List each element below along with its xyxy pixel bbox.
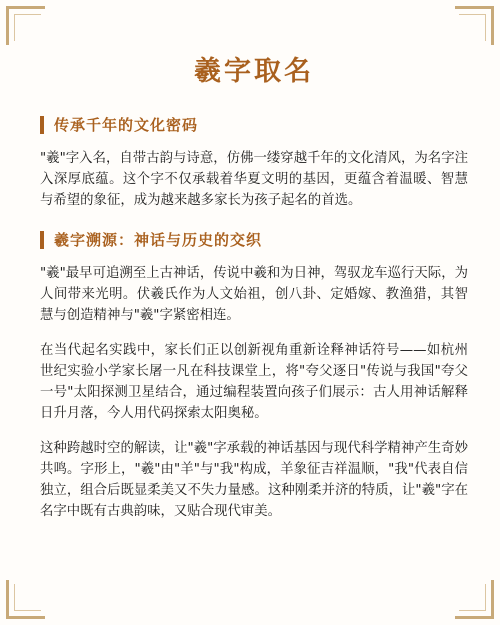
section-accent-bar: [40, 116, 44, 134]
section-heading-2: [40, 229, 468, 251]
frame-inner-corner-bottom-right: [459, 584, 486, 611]
page-title: 羲字取名: [194, 56, 314, 87]
article: [40, 52, 468, 536]
frame-inner-corner-top-right: [459, 14, 486, 41]
frame-inner-corner-bottom-left: [14, 584, 41, 611]
paragraph-interpretation: 这种跨越时空的解读，让"羲"字承载的神话基因与现代科学精神产生奇妙共鸣。字形上，"羲"由"羊"与"我"构成，羊象征吉祥温顺，"我"代表自信独立，组合后既显柔美又不失力量感。这种刚柔并济的特质，让"羲"字在名字中既有古典韵味，又贴合现代审美。: [40, 441, 468, 519]
section-accent-bar: [40, 231, 44, 249]
paragraph-modern-practice: 在当代起名实践中，家长们正以创新视角重新诠释神话符号——如杭州世纪实验小学家长屠一凡在科技课堂上，将"夸父逐日"传说与我国"夸父一号"太阳探测卫星结合，通过编程装置向孩子们展示：古人用神话解释日升月落，今人用代码探索太阳奥秘。: [40, 343, 468, 421]
frame-inner-corner-top-left: [14, 14, 41, 41]
section-heading-text: 传承千年的文化密码: [54, 116, 199, 134]
paragraph-origin: "羲"最早可追溯至上古神话，传说中羲和为日神，驾驭龙车巡行天际，为人间带来光明。伏羲氏作为人文始祖，创八卦、定婚嫁、教渔猎，其智慧与创造精神与"羲"字紧密相连。: [40, 266, 468, 323]
paragraph-intro: "羲"字入名，自带古韵与诗意，仿佛一缕穿越千年的文化清风，为名字注入深厚底蕴。这个字不仅承载着华夏文明的基因，更蕴含着温暖、智慧与希望的象征，成为越来越多家长为孩子起名的首选。: [40, 151, 468, 208]
section-heading-text: 羲字溯源：神话与历史的交织: [54, 231, 263, 249]
section-heading-1: [40, 114, 468, 136]
